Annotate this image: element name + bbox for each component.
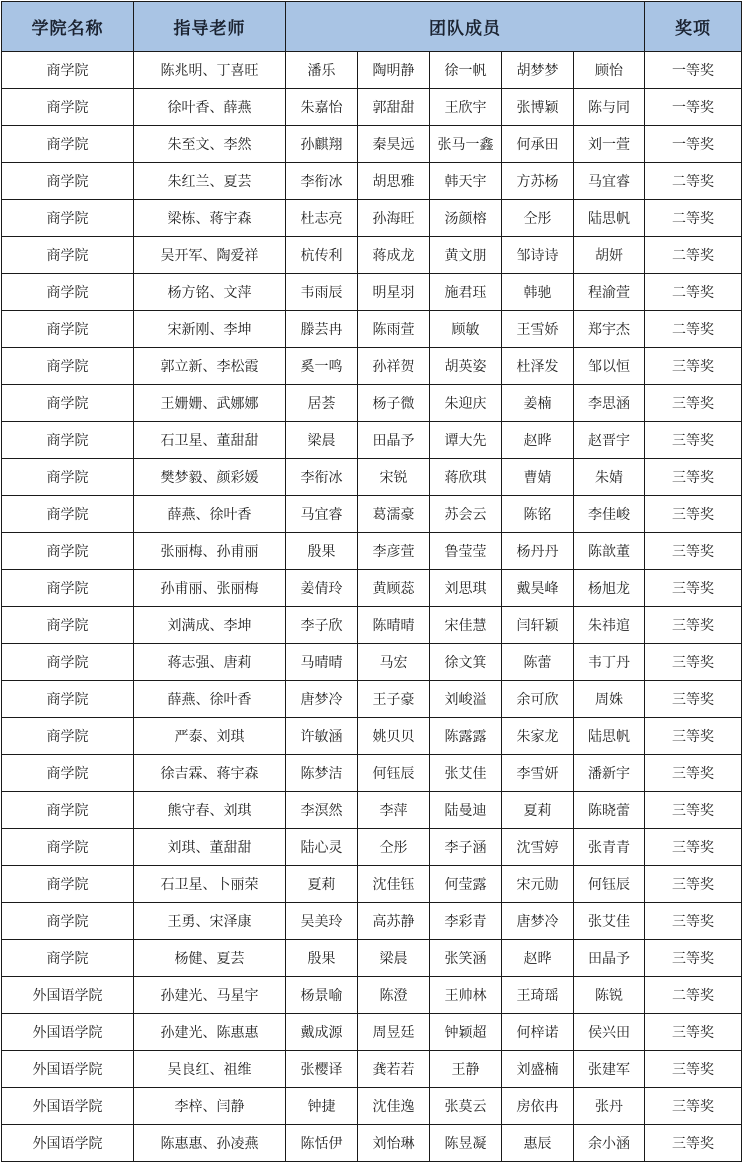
college-cell: 商学院	[2, 459, 134, 496]
member-cell: 刘一萱	[574, 126, 645, 163]
member-cell: 张博颖	[502, 89, 574, 126]
member-cell: 苏会云	[430, 496, 502, 533]
member-cell: 程渝萱	[574, 274, 645, 311]
advisor-cell: 蒋志强、唐莉	[134, 644, 286, 681]
member-cell: 李彦萱	[358, 533, 430, 570]
table-row	[2, 52, 742, 89]
member-cell: 杨子微	[358, 385, 430, 422]
award-cell: 三等奖	[645, 829, 742, 866]
member-cell: 殷果	[286, 940, 358, 977]
member-cell: 张樱译	[286, 1051, 358, 1088]
member-cell: 惠辰	[502, 1125, 574, 1162]
award-cell: 三等奖	[645, 607, 742, 644]
member-cell: 滕芸冉	[286, 311, 358, 348]
member-cell: 郑宇杰	[574, 311, 645, 348]
advisor-cell: 刘满成、李坤	[134, 607, 286, 644]
table-row	[2, 1051, 742, 1088]
member-cell: 李彩青	[430, 903, 502, 940]
advisor-cell: 杨方铭、文萍	[134, 274, 286, 311]
advisor-cell: 孙建光、陈惠惠	[134, 1014, 286, 1051]
award-cell: 三等奖	[645, 496, 742, 533]
award-cell: 三等奖	[645, 1125, 742, 1162]
member-cell: 李子欣	[286, 607, 358, 644]
advisor-cell: 石卫星、卜丽荣	[134, 866, 286, 903]
member-cell: 王琦瑶	[502, 977, 574, 1014]
advisor-cell: 孙建光、马星宇	[134, 977, 286, 1014]
member-cell: 孙麒翔	[286, 126, 358, 163]
member-cell: 王欣宇	[430, 89, 502, 126]
college-cell: 商学院	[2, 903, 134, 940]
member-cell: 田晶予	[358, 422, 430, 459]
college-cell: 外国语学院	[2, 1125, 134, 1162]
member-cell: 胡妍	[574, 237, 645, 274]
member-cell: 夏莉	[286, 866, 358, 903]
award-cell: 三等奖	[645, 755, 742, 792]
advisor-cell: 宋新刚、李坤	[134, 311, 286, 348]
member-cell: 何承田	[502, 126, 574, 163]
advisor-cell: 杨健、夏芸	[134, 940, 286, 977]
advisor-cell: 严泰、刘琪	[134, 718, 286, 755]
member-cell: 殷果	[286, 533, 358, 570]
member-cell: 闫轩颖	[502, 607, 574, 644]
member-cell: 戴成源	[286, 1014, 358, 1051]
member-cell: 沈佳逸	[358, 1088, 430, 1125]
member-cell: 秦昊远	[358, 126, 430, 163]
award-cell: 三等奖	[645, 644, 742, 681]
table-row	[2, 977, 742, 1014]
member-cell: 陈铭	[502, 496, 574, 533]
member-cell: 房依冉	[502, 1088, 574, 1125]
member-cell: 张笑涵	[430, 940, 502, 977]
member-cell: 胡梦梦	[502, 52, 574, 89]
member-cell: 潘乐	[286, 52, 358, 89]
member-cell: 王子豪	[358, 681, 430, 718]
member-cell: 沈雪婷	[502, 829, 574, 866]
member-cell: 葛濡豪	[358, 496, 430, 533]
award-cell: 二等奖	[645, 200, 742, 237]
member-cell: 潘新宇	[574, 755, 645, 792]
college-cell: 商学院	[2, 89, 134, 126]
table-row	[2, 274, 742, 311]
member-cell: 陆思帆	[574, 718, 645, 755]
member-cell: 陈露露	[430, 718, 502, 755]
college-cell: 商学院	[2, 422, 134, 459]
member-cell: 周昱廷	[358, 1014, 430, 1051]
college-cell: 商学院	[2, 274, 134, 311]
college-cell: 外国语学院	[2, 1014, 134, 1051]
member-cell: 许敏涵	[286, 718, 358, 755]
member-cell: 李子涵	[430, 829, 502, 866]
table-row	[2, 1125, 742, 1162]
table-row	[2, 496, 742, 533]
college-cell: 外国语学院	[2, 977, 134, 1014]
member-cell: 何钰辰	[574, 866, 645, 903]
table-row	[2, 200, 742, 237]
award-cell: 一等奖	[645, 89, 742, 126]
award-cell: 二等奖	[645, 163, 742, 200]
member-cell: 何梓诺	[502, 1014, 574, 1051]
advisor-cell: 张丽梅、孙甫丽	[134, 533, 286, 570]
member-cell: 杨旭龙	[574, 570, 645, 607]
member-cell: 何莹露	[430, 866, 502, 903]
member-cell: 陈蕾	[502, 644, 574, 681]
advisor-cell: 熊守春、刘琪	[134, 792, 286, 829]
table-row	[2, 570, 742, 607]
member-cell: 陈澄	[358, 977, 430, 1014]
table-row	[2, 385, 742, 422]
member-cell: 李佳峻	[574, 496, 645, 533]
member-cell: 马宏	[358, 644, 430, 681]
member-cell: 何钰辰	[358, 755, 430, 792]
table-row	[2, 792, 742, 829]
member-cell: 胡英姿	[430, 348, 502, 385]
member-cell: 杜志亮	[286, 200, 358, 237]
award-cell: 二等奖	[645, 237, 742, 274]
college-cell: 商学院	[2, 866, 134, 903]
award-cell: 三等奖	[645, 459, 742, 496]
member-cell: 宋佳慧	[430, 607, 502, 644]
member-cell: 王帅林	[430, 977, 502, 1014]
advisor-cell: 朱红兰、夏芸	[134, 163, 286, 200]
member-cell: 陈雨萱	[358, 311, 430, 348]
college-cell: 商学院	[2, 200, 134, 237]
award-cell: 二等奖	[645, 274, 742, 311]
member-cell: 韦雨辰	[286, 274, 358, 311]
member-cell: 梁晨	[286, 422, 358, 459]
member-cell: 朱迎庆	[430, 385, 502, 422]
header-advisor: 指导老师	[134, 2, 286, 52]
award-cell: 三等奖	[645, 940, 742, 977]
college-cell: 商学院	[2, 792, 134, 829]
awards-table	[1, 1, 742, 1162]
member-cell: 陈恬伊	[286, 1125, 358, 1162]
table-row	[2, 718, 742, 755]
award-cell: 一等奖	[645, 126, 742, 163]
award-cell: 三等奖	[645, 348, 742, 385]
member-cell: 汤颜榕	[430, 200, 502, 237]
advisor-cell: 石卫星、董甜甜	[134, 422, 286, 459]
member-cell: 马宜睿	[286, 496, 358, 533]
table-row	[2, 422, 742, 459]
member-cell: 陈歆董	[574, 533, 645, 570]
advisor-cell: 薛燕、徐叶香	[134, 496, 286, 533]
member-cell: 刘思琪	[430, 570, 502, 607]
member-cell: 陈梦洁	[286, 755, 358, 792]
member-cell: 赵晔	[502, 940, 574, 977]
table-row	[2, 1088, 742, 1125]
header-award: 奖项	[645, 2, 742, 52]
member-cell: 朱祎逭	[574, 607, 645, 644]
member-cell: 侯兴田	[574, 1014, 645, 1051]
table-row	[2, 1014, 742, 1051]
member-cell: 陈晴晴	[358, 607, 430, 644]
table-row	[2, 866, 742, 903]
member-cell: 韩驰	[502, 274, 574, 311]
college-cell: 商学院	[2, 644, 134, 681]
member-cell: 周姝	[574, 681, 645, 718]
advisor-cell: 梁栋、蒋宇森	[134, 200, 286, 237]
member-cell: 朱嘉怡	[286, 89, 358, 126]
advisor-cell: 郭立新、李松霞	[134, 348, 286, 385]
advisor-cell: 樊梦毅、颜彩媛	[134, 459, 286, 496]
member-cell: 陶明静	[358, 52, 430, 89]
member-cell: 奚一鸣	[286, 348, 358, 385]
header-members: 团队成员	[286, 2, 645, 52]
member-cell: 李衔冰	[286, 459, 358, 496]
member-cell: 马宜睿	[574, 163, 645, 200]
member-cell: 仝彤	[502, 200, 574, 237]
college-cell: 外国语学院	[2, 1051, 134, 1088]
member-cell: 唐梦冷	[502, 903, 574, 940]
college-cell: 商学院	[2, 940, 134, 977]
award-cell: 二等奖	[645, 311, 742, 348]
member-cell: 宋元勋	[502, 866, 574, 903]
award-cell: 三等奖	[645, 903, 742, 940]
member-cell: 龚若若	[358, 1051, 430, 1088]
member-cell: 吴美玲	[286, 903, 358, 940]
member-cell: 胡思雅	[358, 163, 430, 200]
member-cell: 刘怡琳	[358, 1125, 430, 1162]
advisor-cell: 孙甫丽、张丽梅	[134, 570, 286, 607]
member-cell: 宋锐	[358, 459, 430, 496]
member-cell: 张丹	[574, 1088, 645, 1125]
advisor-cell: 李梓、闫静	[134, 1088, 286, 1125]
award-cell: 三等奖	[645, 1088, 742, 1125]
member-cell: 杜泽发	[502, 348, 574, 385]
table-row	[2, 237, 742, 274]
college-cell: 商学院	[2, 681, 134, 718]
member-cell: 李衔冰	[286, 163, 358, 200]
college-cell: 商学院	[2, 533, 134, 570]
header-row	[2, 2, 742, 52]
college-cell: 商学院	[2, 52, 134, 89]
college-cell: 商学院	[2, 718, 134, 755]
member-cell: 张莫云	[430, 1088, 502, 1125]
member-cell: 杨景喻	[286, 977, 358, 1014]
advisor-cell: 王勇、宋泽康	[134, 903, 286, 940]
table-row	[2, 533, 742, 570]
award-cell: 三等奖	[645, 681, 742, 718]
member-cell: 陆思帆	[574, 200, 645, 237]
member-cell: 姜楠	[502, 385, 574, 422]
advisor-cell: 陈兆明、丁喜旺	[134, 52, 286, 89]
college-cell: 商学院	[2, 348, 134, 385]
member-cell: 马晴晴	[286, 644, 358, 681]
table-row	[2, 163, 742, 200]
college-cell: 商学院	[2, 496, 134, 533]
member-cell: 李溟然	[286, 792, 358, 829]
member-cell: 居荟	[286, 385, 358, 422]
member-cell: 沈佳钰	[358, 866, 430, 903]
member-cell: 黄文朋	[430, 237, 502, 274]
college-cell: 商学院	[2, 755, 134, 792]
member-cell: 徐一帆	[430, 52, 502, 89]
member-cell: 高苏静	[358, 903, 430, 940]
table-row	[2, 348, 742, 385]
college-cell: 商学院	[2, 126, 134, 163]
advisor-cell: 徐吉霖、蒋宇森	[134, 755, 286, 792]
member-cell: 朱婧	[574, 459, 645, 496]
award-cell: 三等奖	[645, 792, 742, 829]
advisor-cell: 吴良红、祖维	[134, 1051, 286, 1088]
member-cell: 方苏杨	[502, 163, 574, 200]
member-cell: 谭大先	[430, 422, 502, 459]
member-cell: 陈锐	[574, 977, 645, 1014]
member-cell: 陈晓蕾	[574, 792, 645, 829]
member-cell: 余小涵	[574, 1125, 645, 1162]
member-cell: 杨丹丹	[502, 533, 574, 570]
table-row	[2, 311, 742, 348]
advisor-cell: 吴开军、陶爱祥	[134, 237, 286, 274]
college-cell: 商学院	[2, 607, 134, 644]
member-cell: 郭甜甜	[358, 89, 430, 126]
member-cell: 蒋欣琪	[430, 459, 502, 496]
member-cell: 钟捷	[286, 1088, 358, 1125]
member-cell: 韩天宇	[430, 163, 502, 200]
member-cell: 鲁莹莹	[430, 533, 502, 570]
member-cell: 张青青	[574, 829, 645, 866]
table-row	[2, 89, 742, 126]
table-body	[2, 52, 742, 1162]
award-cell: 三等奖	[645, 533, 742, 570]
table-row	[2, 459, 742, 496]
award-cell: 三等奖	[645, 718, 742, 755]
member-cell: 邹以恒	[574, 348, 645, 385]
college-cell: 商学院	[2, 385, 134, 422]
college-cell: 商学院	[2, 570, 134, 607]
member-cell: 孙祥贺	[358, 348, 430, 385]
college-cell: 商学院	[2, 829, 134, 866]
member-cell: 田晶予	[574, 940, 645, 977]
member-cell: 李萍	[358, 792, 430, 829]
table-row	[2, 755, 742, 792]
member-cell: 陈与同	[574, 89, 645, 126]
member-cell: 朱家龙	[502, 718, 574, 755]
member-cell: 顾敏	[430, 311, 502, 348]
award-cell: 三等奖	[645, 422, 742, 459]
member-cell: 姚贝贝	[358, 718, 430, 755]
college-cell: 外国语学院	[2, 1088, 134, 1125]
advisor-cell: 朱至文、李然	[134, 126, 286, 163]
advisor-cell: 陈惠惠、孙凌燕	[134, 1125, 286, 1162]
table-row	[2, 644, 742, 681]
table-header	[2, 2, 742, 52]
award-cell: 三等奖	[645, 1051, 742, 1088]
table-row	[2, 607, 742, 644]
member-cell: 张马一鑫	[430, 126, 502, 163]
member-cell: 王雪娇	[502, 311, 574, 348]
member-cell: 徐文箕	[430, 644, 502, 681]
member-cell: 王静	[430, 1051, 502, 1088]
member-cell: 蒋成龙	[358, 237, 430, 274]
advisor-cell: 徐叶香、薛燕	[134, 89, 286, 126]
member-cell: 孙海旺	[358, 200, 430, 237]
advisor-cell: 薛燕、徐叶香	[134, 681, 286, 718]
member-cell: 戴昊峰	[502, 570, 574, 607]
member-cell: 张艾佳	[574, 903, 645, 940]
advisor-cell: 刘琪、董甜甜	[134, 829, 286, 866]
table-row	[2, 126, 742, 163]
table-row	[2, 940, 742, 977]
award-cell: 二等奖	[645, 977, 742, 1014]
member-cell: 陆曼迪	[430, 792, 502, 829]
member-cell: 张建军	[574, 1051, 645, 1088]
table-row	[2, 681, 742, 718]
award-cell: 一等奖	[645, 52, 742, 89]
award-cell: 三等奖	[645, 385, 742, 422]
college-cell: 商学院	[2, 163, 134, 200]
member-cell: 张艾佳	[430, 755, 502, 792]
advisor-cell: 王姗姗、武娜娜	[134, 385, 286, 422]
table-row	[2, 829, 742, 866]
member-cell: 钟颖超	[430, 1014, 502, 1051]
member-cell: 李雪妍	[502, 755, 574, 792]
college-cell: 商学院	[2, 237, 134, 274]
member-cell: 顾怡	[574, 52, 645, 89]
member-cell: 杭传利	[286, 237, 358, 274]
member-cell: 曹婧	[502, 459, 574, 496]
member-cell: 李思涵	[574, 385, 645, 422]
member-cell: 施君珏	[430, 274, 502, 311]
member-cell: 刘盛楠	[502, 1051, 574, 1088]
member-cell: 梁晨	[358, 940, 430, 977]
member-cell: 韦丁丹	[574, 644, 645, 681]
member-cell: 唐梦冷	[286, 681, 358, 718]
member-cell: 陈昱凝	[430, 1125, 502, 1162]
college-cell: 商学院	[2, 311, 134, 348]
member-cell: 姜倩玲	[286, 570, 358, 607]
award-cell: 三等奖	[645, 570, 742, 607]
member-cell: 明星羽	[358, 274, 430, 311]
member-cell: 黄顾蕊	[358, 570, 430, 607]
member-cell: 陆心灵	[286, 829, 358, 866]
member-cell: 赵晋宇	[574, 422, 645, 459]
award-cell: 三等奖	[645, 866, 742, 903]
member-cell: 邹诗诗	[502, 237, 574, 274]
member-cell: 夏莉	[502, 792, 574, 829]
header-college: 学院名称	[2, 2, 134, 52]
member-cell: 余可欣	[502, 681, 574, 718]
member-cell: 刘峻溢	[430, 681, 502, 718]
member-cell: 赵晔	[502, 422, 574, 459]
member-cell: 仝彤	[358, 829, 430, 866]
table-row	[2, 903, 742, 940]
award-cell: 三等奖	[645, 1014, 742, 1051]
